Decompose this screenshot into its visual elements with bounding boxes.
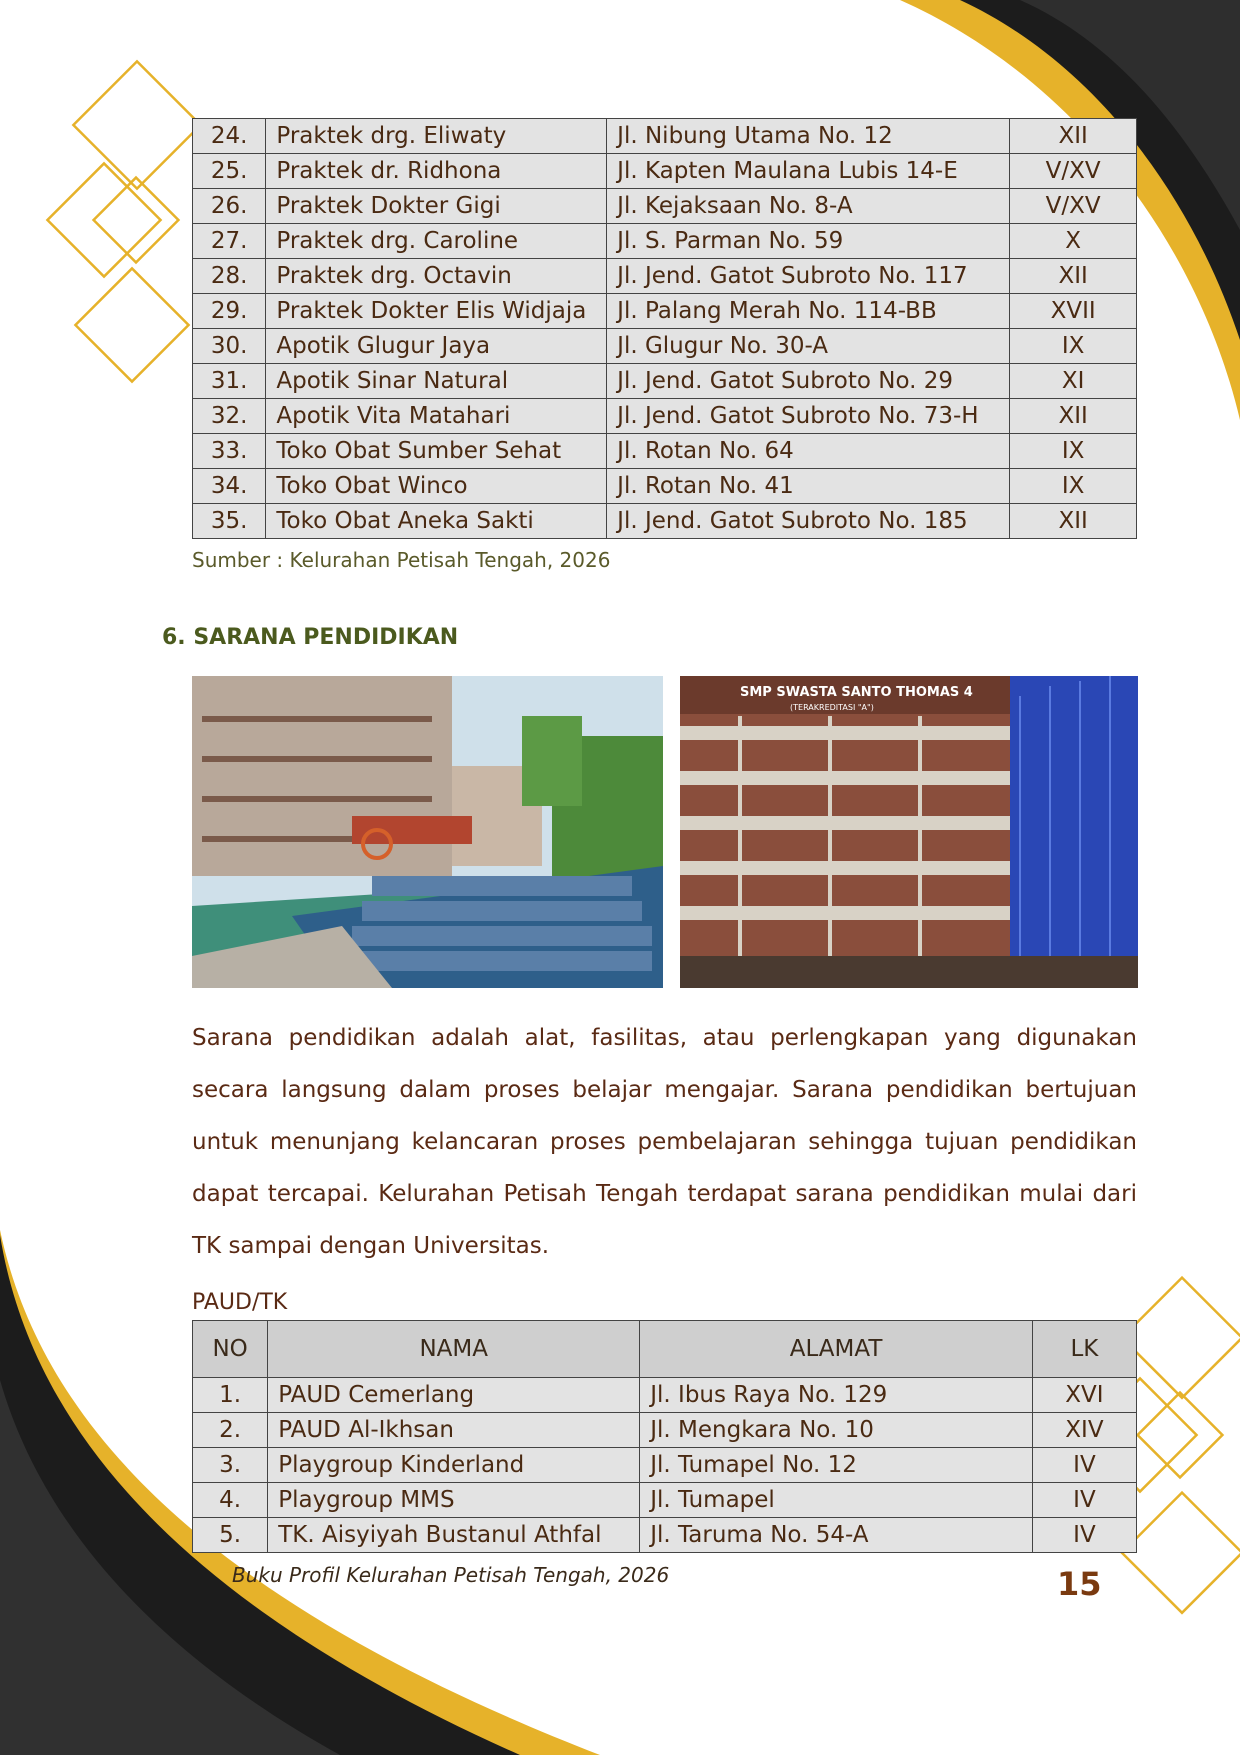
cell-alamat: Jl. Jend. Gatot Subroto No. 117 <box>607 259 1010 294</box>
cell-alamat: Jl. Tumapel <box>640 1483 1033 1518</box>
header-alamat: ALAMAT <box>640 1321 1033 1378</box>
header-nama: NAMA <box>268 1321 640 1378</box>
health-facility-table <box>192 118 1137 539</box>
table-row <box>193 294 1137 329</box>
cell-nama: Apotik Sinar Natural <box>266 364 607 399</box>
table-row <box>193 189 1137 224</box>
cell-alamat: Jl. Rotan No. 41 <box>607 469 1010 504</box>
cell-no: 27. <box>193 224 266 259</box>
cell-alamat: Jl. Glugur No. 30-A <box>607 329 1010 364</box>
cell-nama: Praktek Dokter Elis Widjaja <box>266 294 607 329</box>
cell-nama: Toko Obat Sumber Sehat <box>266 434 607 469</box>
table-row <box>193 119 1137 154</box>
cell-nama: Playgroup MMS <box>268 1483 640 1518</box>
cell-lk: IX <box>1010 434 1137 469</box>
cell-alamat: Jl. Taruma No. 54-A <box>640 1518 1033 1553</box>
section-heading: 6. SARANA PENDIDIKAN <box>162 625 459 650</box>
photo-sign: SMP SWASTA SANTO THOMAS 4 <box>740 685 973 700</box>
cell-lk: IX <box>1010 469 1137 504</box>
paud-tk-table <box>192 1320 1137 1553</box>
cell-alamat: Jl. Ibus Raya No. 129 <box>640 1378 1033 1413</box>
table-caption: PAUD/TK <box>192 1290 288 1315</box>
footer-title: Buku Profil Kelurahan Petisah Tengah, 2026 <box>232 1563 670 1587</box>
school-courtyard-photo <box>192 676 663 988</box>
cell-alamat: Jl. Nibung Utama No. 12 <box>607 119 1010 154</box>
cell-no: 2. <box>193 1413 268 1448</box>
cell-nama: Playgroup Kinderland <box>268 1448 640 1483</box>
photo-sign-sub: (TERAKREDITASI "A") <box>790 703 874 712</box>
table-row <box>193 1413 1137 1448</box>
cell-no: 30. <box>193 329 266 364</box>
table-row <box>193 364 1137 399</box>
cell-no: 34. <box>193 469 266 504</box>
cell-lk: XII <box>1010 504 1137 539</box>
table-row <box>193 399 1137 434</box>
cell-nama: Praktek drg. Octavin <box>266 259 607 294</box>
cell-nama: Praktek drg. Caroline <box>266 224 607 259</box>
cell-alamat: Jl. Tumapel No. 12 <box>640 1448 1033 1483</box>
cell-lk: X <box>1010 224 1137 259</box>
cell-alamat: Jl. Jend. Gatot Subroto No. 185 <box>607 504 1010 539</box>
school-building-photo <box>680 676 1138 988</box>
table-row <box>193 469 1137 504</box>
header-lk: LK <box>1032 1321 1136 1378</box>
page-number: 15 <box>1057 1565 1102 1603</box>
cell-lk: V/XV <box>1010 154 1137 189</box>
table-row <box>193 1518 1137 1553</box>
cell-nama: Praktek Dokter Gigi <box>266 189 607 224</box>
cell-lk: XVI <box>1032 1378 1136 1413</box>
cell-nama: Praktek drg. Eliwaty <box>266 119 607 154</box>
cell-no: 33. <box>193 434 266 469</box>
cell-nama: Praktek dr. Ridhona <box>266 154 607 189</box>
table-row <box>193 259 1137 294</box>
cell-lk: IX <box>1010 329 1137 364</box>
table-row <box>193 1448 1137 1483</box>
cell-nama: PAUD Cemerlang <box>268 1378 640 1413</box>
cell-lk: XIV <box>1032 1413 1136 1448</box>
cell-alamat: Jl. S. Parman No. 59 <box>607 224 1010 259</box>
cell-lk: IV <box>1032 1518 1136 1553</box>
cell-no: 31. <box>193 364 266 399</box>
cell-no: 4. <box>193 1483 268 1518</box>
table-row <box>193 504 1137 539</box>
cell-alamat: Jl. Jend. Gatot Subroto No. 73-H <box>607 399 1010 434</box>
cell-lk: XII <box>1010 259 1137 294</box>
cell-no: 29. <box>193 294 266 329</box>
cell-nama: Toko Obat Winco <box>266 469 607 504</box>
source-note: Sumber : Kelurahan Petisah Tengah, 2026 <box>192 548 611 572</box>
table-row <box>193 154 1137 189</box>
cell-nama: TK. Aisyiyah Bustanul Athfal <box>268 1518 640 1553</box>
cell-lk: IV <box>1032 1483 1136 1518</box>
cell-no: 24. <box>193 119 266 154</box>
cell-lk: V/XV <box>1010 189 1137 224</box>
cell-lk: XII <box>1010 119 1137 154</box>
cell-alamat: Jl. Palang Merah No. 114-BB <box>607 294 1010 329</box>
cell-lk: XII <box>1010 399 1137 434</box>
table-header-row <box>193 1321 1137 1378</box>
cell-alamat: Jl. Kapten Maulana Lubis 14-E <box>607 154 1010 189</box>
cell-nama: PAUD Al-Ikhsan <box>268 1413 640 1448</box>
cell-nama: Apotik Glugur Jaya <box>266 329 607 364</box>
table-row <box>193 1378 1137 1413</box>
cell-no: 35. <box>193 504 266 539</box>
table-row <box>193 329 1137 364</box>
cell-no: 3. <box>193 1448 268 1483</box>
cell-no: 1. <box>193 1378 268 1413</box>
cell-no: 26. <box>193 189 266 224</box>
cell-lk: XVII <box>1010 294 1137 329</box>
cell-nama: Apotik Vita Matahari <box>266 399 607 434</box>
education-paragraph: Sarana pendidikan adalah alat, fasilitas, atau perlengkapan yang digunakan secara langsung dalam proses belajar mengajar. Sarana pendidikan bertujuan untuk menunjang kelancaran proses pembelajaran sehingga tujuan pendidikan dapat tercapai. Kelurahan Petisah Tengah terdapat sarana pendidikan mulai dari TK sampai dengan Universitas. <box>192 1025 1137 1259</box>
cell-alamat: Jl. Kejaksaan No. 8-A <box>607 189 1010 224</box>
cell-nama: Toko Obat Aneka Sakti <box>266 504 607 539</box>
header-no: NO <box>193 1321 268 1378</box>
cell-alamat: Jl. Jend. Gatot Subroto No. 29 <box>607 364 1010 399</box>
cell-no: 32. <box>193 399 266 434</box>
cell-no: 5. <box>193 1518 268 1553</box>
cell-alamat: Jl. Rotan No. 64 <box>607 434 1010 469</box>
cell-lk: XI <box>1010 364 1137 399</box>
cell-alamat: Jl. Mengkara No. 10 <box>640 1413 1033 1448</box>
table-row <box>193 1483 1137 1518</box>
cell-lk: IV <box>1032 1448 1136 1483</box>
table-row <box>193 434 1137 469</box>
cell-no: 25. <box>193 154 266 189</box>
table-row <box>193 224 1137 259</box>
cell-no: 28. <box>193 259 266 294</box>
